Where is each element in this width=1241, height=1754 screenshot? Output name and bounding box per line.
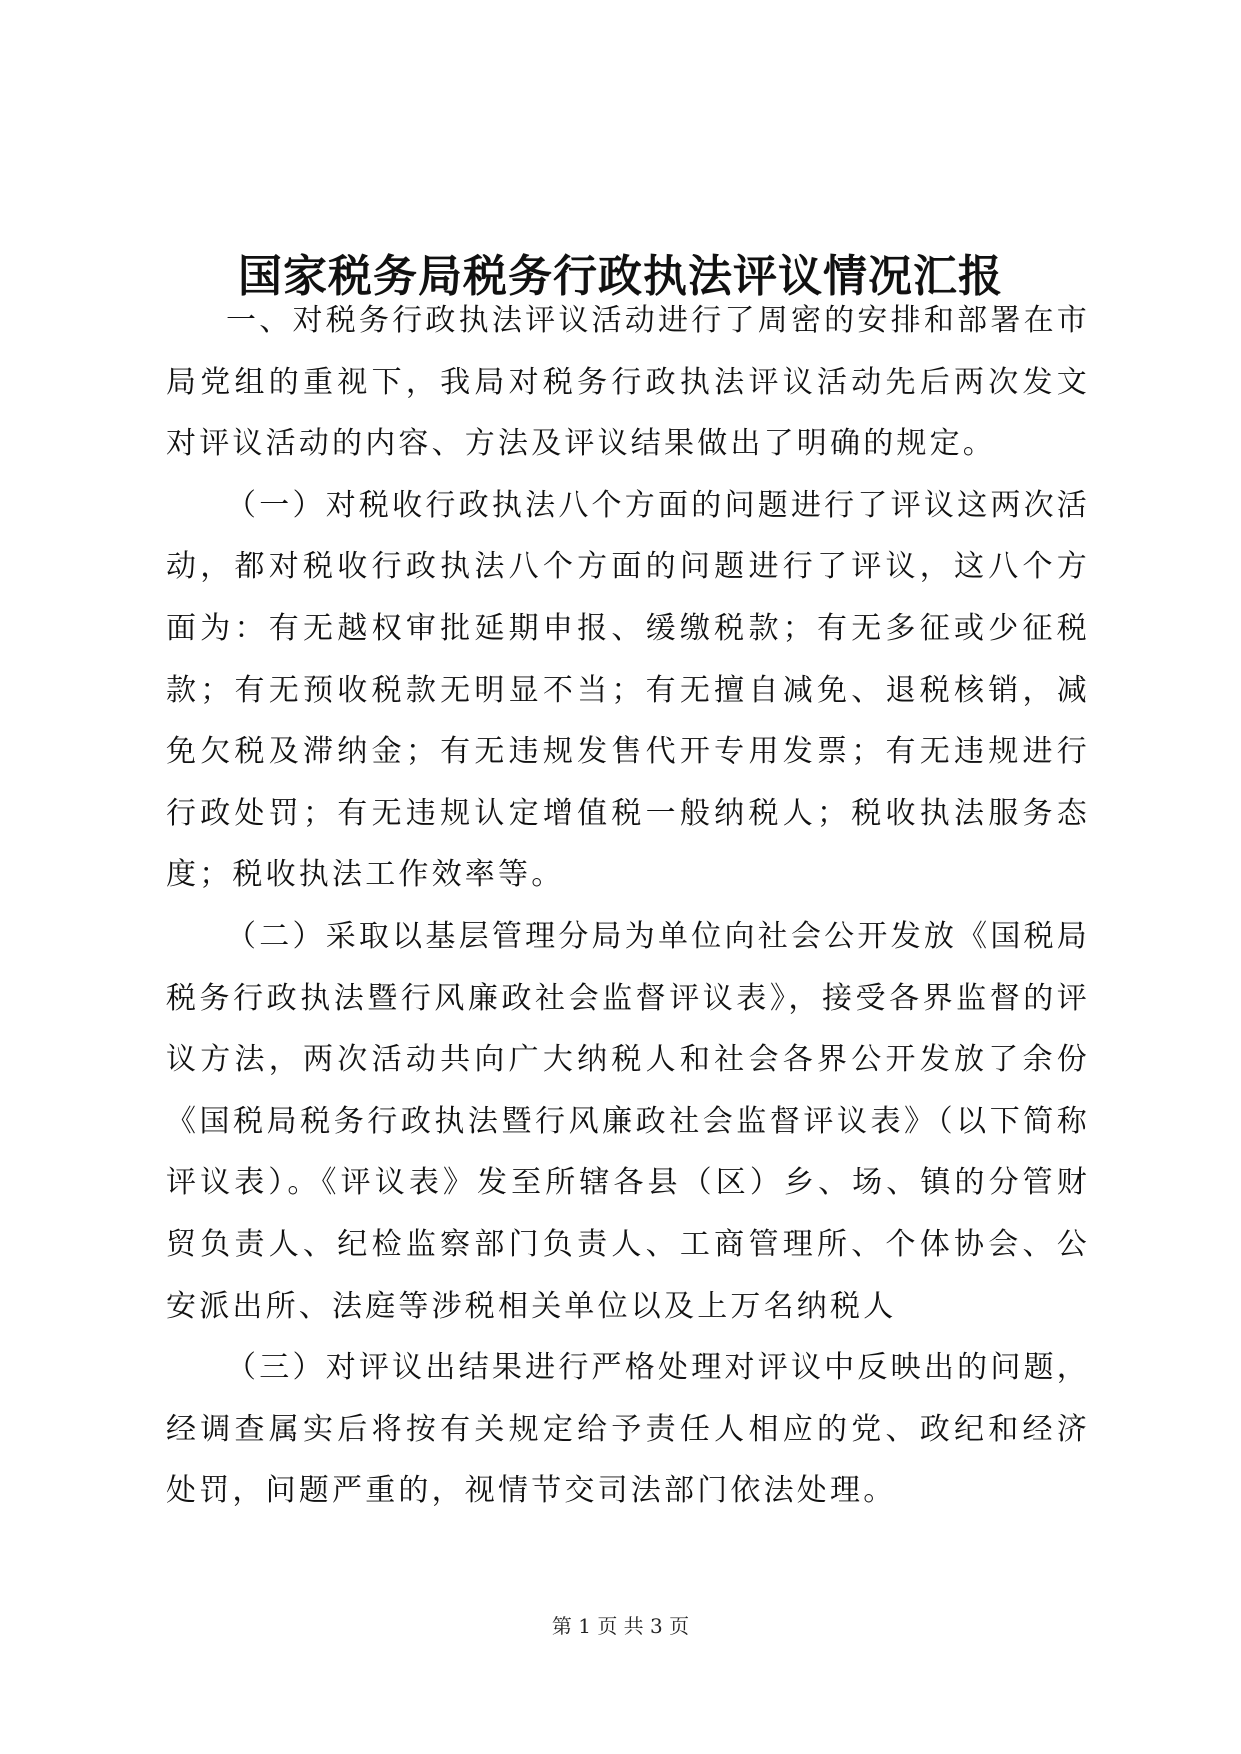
paragraph-1: 一、对税务行政执法评议活动进行了周密的安排和部署在市局党组的重视下，我局对税务行政执法评议活动先后两次发文对评议活动的内容、方法及评议结果做出了明确的规定。 (166, 303, 1090, 462)
document-body (166, 290, 1090, 1522)
paragraph-2: （一）对税收行政执法八个方面的问题进行了评议这两次活动，都对税收行政执法八个方面的问题进行了评议，这八个方面为：有无越权审批延期申报、缓缴税款；有无多征或少征税款；有无预收税款无明显不当；有无擅自减免、退税核销，减免欠税及滞纳金；有无违规发售代开专用发票；有无违规进行行政处罚；有无违规认定增值税一般纳税人；税收执法服务态度；税收执法工作效率等。 (166, 487, 1090, 893)
page-number-footer: 第 1 页 共 3 页 (551, 1614, 690, 1638)
paragraph-3: （二）采取以基层管理分局为单位向社会公开发放《国税局税务行政执法暨行风廉政社会监督评议表》，接受各界监督的评议方法，两次活动共向广大纳税人和社会各界公开发放了余份《国税局税务行政执法暨行风廉政社会监督评议表》（以下简称评议表）。《评议表》发至所辖各县（区）乡、场、镇的分管财贸负责人、纪检监察部门负责人、工商管理所、个体协会、公安派出所、法庭等涉税相关单位以及上万名纳税人 (166, 918, 1090, 1324)
paragraph-4: （三）对评议出结果进行严格处理对评议中反映出的问题，经调查属实后将按有关规定给予责任人相应的党、政纪和经济处罚，问题严重的，视情节交司法部门依法处理。 (166, 1350, 1090, 1509)
document-title: 国家税务局税务行政执法评议情况汇报 (238, 251, 1003, 303)
